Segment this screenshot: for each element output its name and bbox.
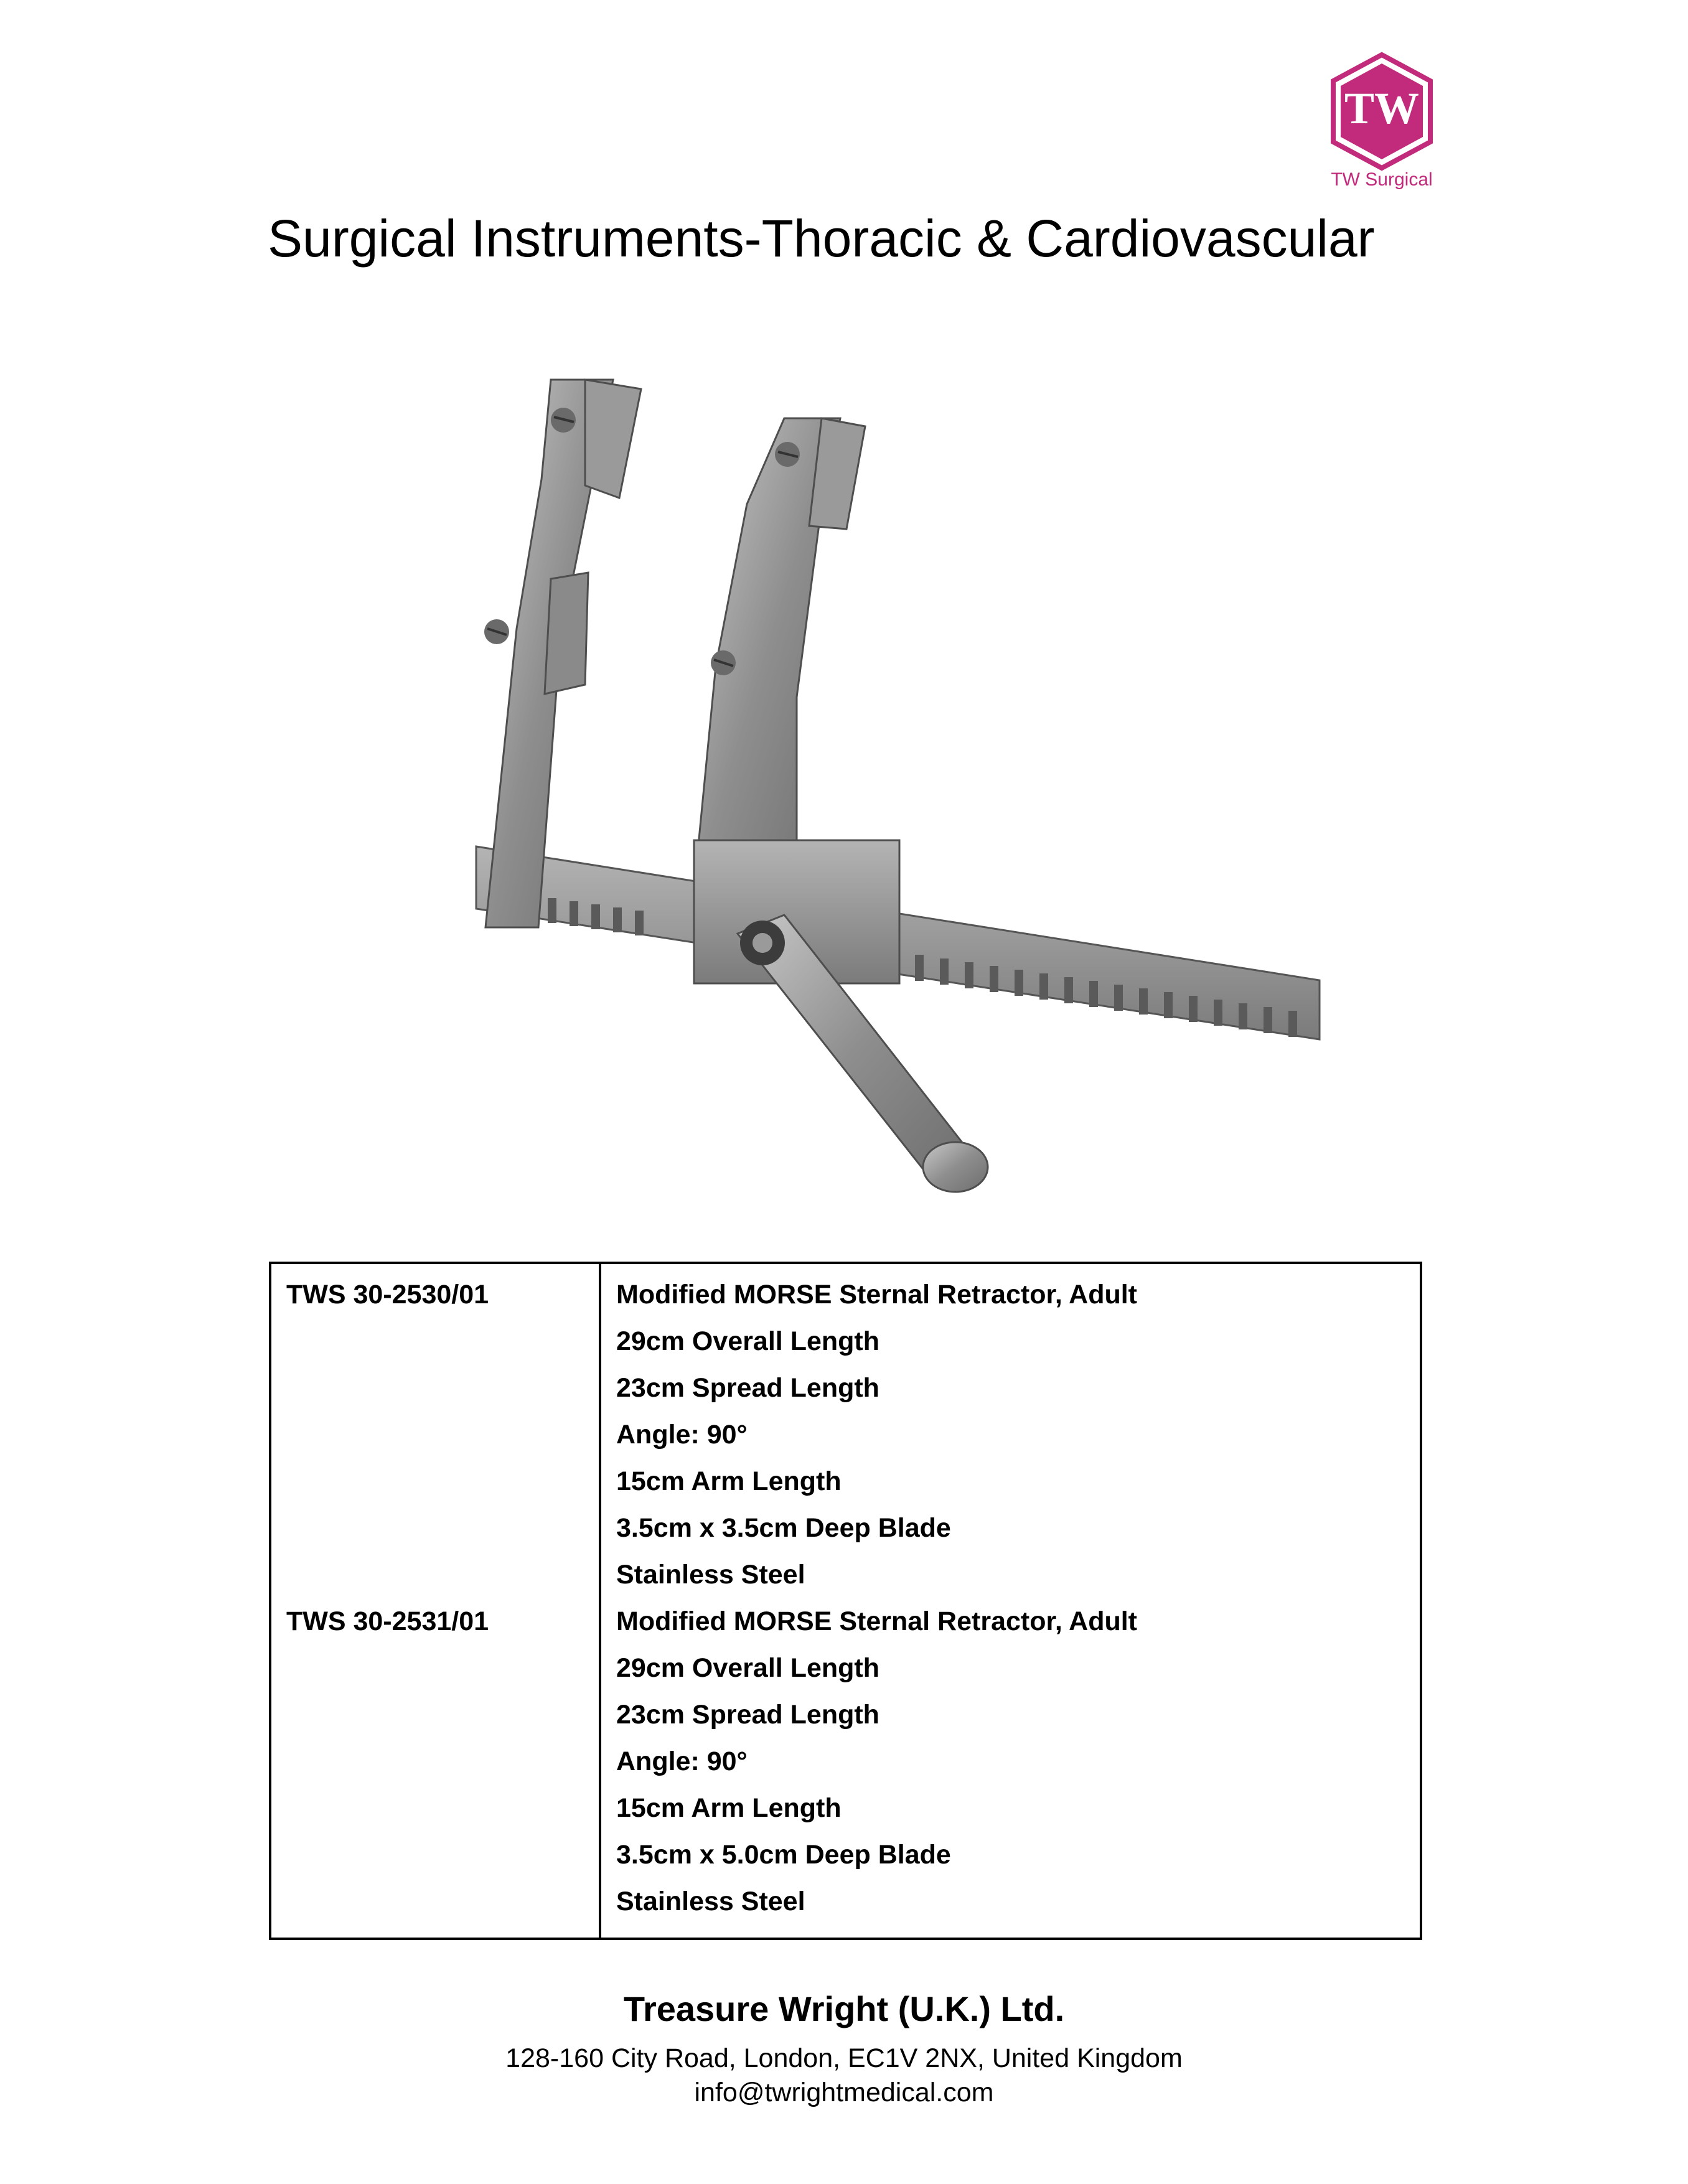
product-code-cell <box>270 1263 600 1939</box>
company-name: Treasure Wright (U.K.) Ltd. <box>623 1989 1065 2028</box>
product-spec-table <box>269 1262 1422 1940</box>
table-row <box>270 1263 1421 1939</box>
product-code: TWS 30-2531/01 <box>286 1606 489 1636</box>
sternal-retractor-image <box>398 367 1332 1239</box>
logo-caption: TW Surgical <box>1331 169 1433 190</box>
spec-line: 23cm Spread Length <box>616 1700 879 1730</box>
left-arm <box>484 380 641 927</box>
company-address: 128-160 City Road, London, EC1V 2NX, United Kingdom <box>505 2043 1183 2073</box>
spec-line: Stainless Steel <box>616 1886 805 1916</box>
spec-line: Stainless Steel <box>616 1560 805 1590</box>
spec-line: 29cm Overall Length <box>616 1653 879 1683</box>
product-code: TWS 30-2530/01 <box>286 1280 489 1310</box>
company-email[interactable]: info@twrightmedical.com <box>694 2078 994 2107</box>
right-arm <box>694 418 899 983</box>
spec-line: 3.5cm x 5.0cm Deep Blade <box>616 1840 951 1870</box>
spec-line: 29cm Overall Length <box>616 1326 879 1356</box>
spec-line: 3.5cm x 3.5cm Deep Blade <box>616 1513 951 1543</box>
product-description-cell <box>600 1263 1421 1939</box>
page-title: Surgical Instruments-Thoracic & Cardiovascular <box>268 209 1375 268</box>
spec-line: Modified MORSE Sternal Retractor, Adult <box>616 1280 1137 1310</box>
spec-line: 15cm Arm Length <box>616 1466 842 1496</box>
spec-line: Angle: 90° <box>616 1420 748 1450</box>
spec-line: Modified MORSE Sternal Retractor, Adult <box>616 1606 1137 1636</box>
logo-monogram: TW <box>1344 83 1420 133</box>
spec-line: 15cm Arm Length <box>616 1793 842 1823</box>
tw-surgical-logo <box>1320 50 1444 187</box>
spec-line: Angle: 90° <box>616 1746 748 1776</box>
spec-line: 23cm Spread Length <box>616 1373 879 1403</box>
